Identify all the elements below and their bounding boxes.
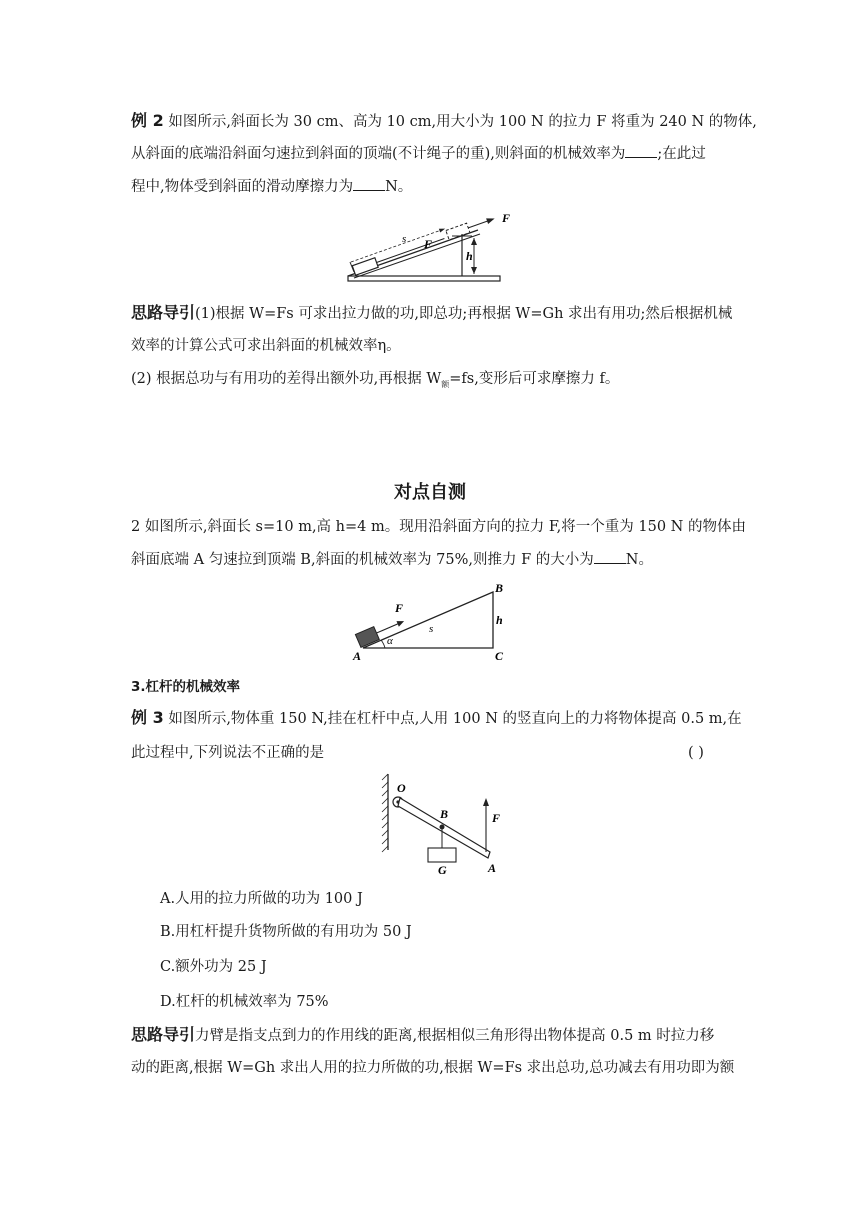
fig2-label-alpha: α: [387, 635, 393, 647]
fig2-label-s: s: [429, 623, 434, 635]
example2-line2: [131, 143, 706, 165]
fig2-label-A: A: [353, 649, 362, 663]
answer-blank-force[interactable]: [594, 549, 626, 564]
q2-text2a: 斜面底端 A 匀速拉到顶端 B,斜面的机械效率为 75%,则推力 F 的大小为: [131, 552, 594, 568]
guide3-label: 思路导引: [131, 1025, 196, 1044]
guide3-line1: [131, 1024, 714, 1047]
option-c[interactable]: C.额外功为 25 J: [160, 959, 267, 975]
lever-label-O: O: [397, 781, 406, 795]
fig1-label-F-end: F: [502, 211, 511, 225]
lever-figure: [378, 770, 508, 878]
answer-blank-friction[interactable]: [353, 176, 385, 191]
guide3-text1: 力臂是指支点到力的作用线的距离,根据相似三角形得出物体提高 0.5 m 时拉力移: [195, 1028, 715, 1044]
guide2-text3a: (2) 根据总功与有用功的差得出额外功,再根据 W: [131, 371, 442, 387]
example2-text3a: 程中,物体受到斜面的滑动摩擦力为: [131, 179, 354, 195]
option-d[interactable]: D.杠杆的机械效率为 75%: [160, 994, 329, 1010]
section-title: 对点自测: [394, 482, 466, 503]
fig2-label-C: C: [495, 649, 504, 663]
example3-line2: 此过程中,下列说法不正确的是: [131, 745, 325, 761]
guide3-line2: 动的距离,根据 W=Gh 求出人用的拉力所做的功,根据 W=Fs 求出总功,总功减去有用功即为额: [131, 1060, 735, 1076]
example2-label: 例 2: [131, 111, 164, 130]
guide2-line2: 效率的计算公式可求出斜面的机械效率η。: [131, 338, 401, 354]
guide2-line1: [131, 302, 732, 325]
guide2-text1: (1)根据 W=Fs 可求出拉力做的功,即总功;再根据 W=Gh 求出有用功;然后根据机械: [195, 306, 733, 322]
lever-label-F: F: [492, 811, 501, 825]
incline-figure-2: [345, 578, 525, 664]
option-b[interactable]: B.用杠杆提升货物所做的有用功为 50 J: [160, 924, 412, 940]
guide2-line3: [131, 368, 619, 396]
example3-label: 例 3: [131, 708, 164, 727]
subsection-title-3: 3.杠杆的机械效率: [131, 679, 241, 695]
example2-text1: 如图所示,斜面长为 30 cm、高为 10 cm,用大小为 100 N 的拉力 F 将重为 240 N 的物体,: [168, 114, 757, 130]
q2-line2: [131, 549, 653, 571]
example2-text2b: ;在此过: [657, 146, 706, 162]
answer-bracket[interactable]: ( ): [688, 745, 704, 761]
incline-figure-1: [340, 208, 530, 288]
lever-label-G: G: [438, 863, 447, 877]
guide2-subscript: 额: [441, 379, 450, 389]
example2-line1: [131, 110, 757, 133]
option-a[interactable]: A.人用的拉力所做的功为 100 J: [160, 891, 363, 907]
guide2-label: 思路导引: [131, 303, 196, 322]
answer-blank-efficiency[interactable]: [625, 143, 657, 158]
fig1-label-s: s: [402, 233, 407, 245]
fig2-label-h: h: [496, 613, 503, 627]
lever-label-B: B: [440, 807, 449, 821]
q2-line1: 2 如图所示,斜面长 s=10 m,高 h=4 m。现用沿斜面方向的拉力 F,将一个重为 150 N 的物体由: [131, 519, 746, 535]
example2-text2a: 从斜面的底端沿斜面匀速拉到斜面的顶端(不计绳子的重),则斜面的机械效率为: [131, 146, 626, 162]
lever-label-A: A: [488, 861, 497, 875]
fig1-label-F-mid: F: [424, 237, 433, 251]
fig1-label-h: h: [466, 249, 473, 263]
example2-line3: [131, 176, 412, 198]
guide2-text3b: =fs,变形后可求摩擦力 f。: [449, 371, 620, 387]
q2-text2b: N。: [625, 552, 653, 568]
fig2-label-B: B: [495, 581, 504, 595]
example2-text3b: N。: [385, 179, 413, 195]
example3-text1: 如图所示,物体重 150 N,挂在杠杆中点,人用 100 N 的竖直向上的力将物体提高 0.5 m,在: [168, 711, 742, 727]
fig2-label-F: F: [395, 601, 404, 615]
example3-line1: [131, 707, 742, 730]
